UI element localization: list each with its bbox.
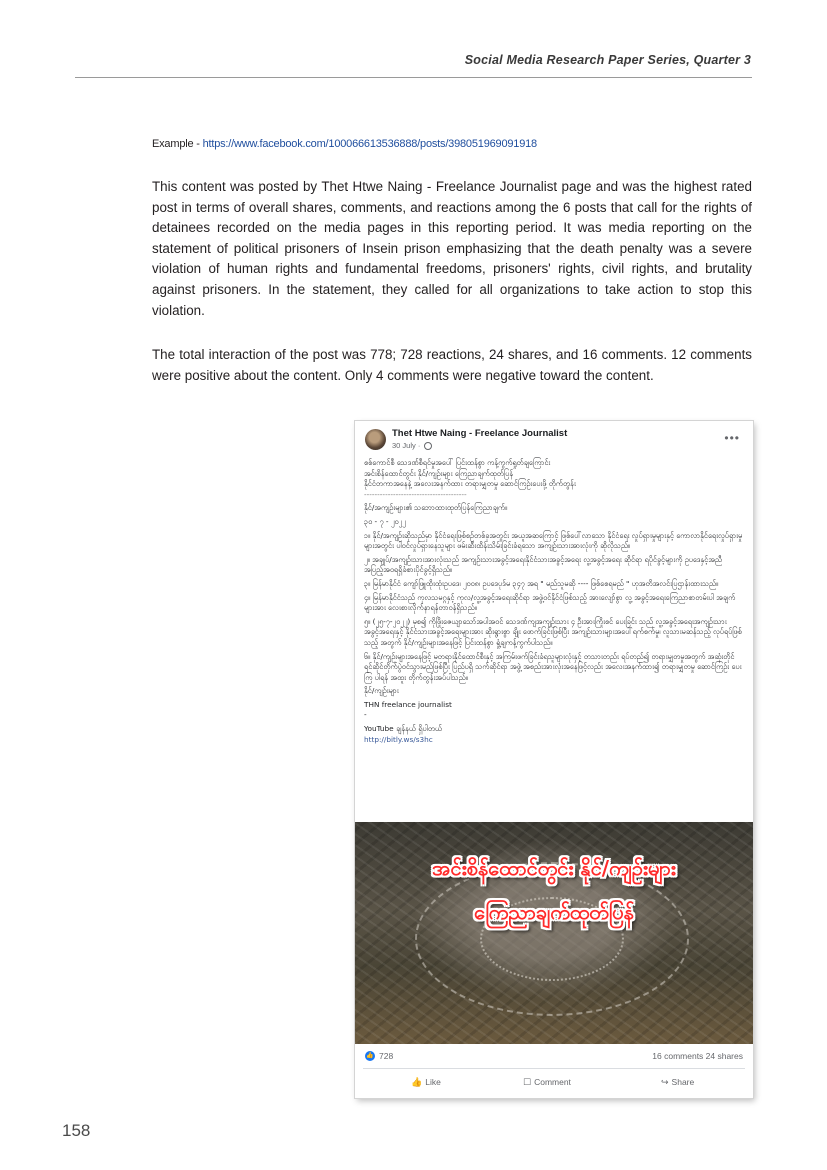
comments-shares-count[interactable]: 16 comments 24 shares [652,1051,743,1061]
post-line: ၃။ မြန်မာနိုင်ငံ ကျော်ဖြူထိုးထုံးဥပဒေ၊ ၂၀၀၈၊ ဥပဒေပုဒ်မ ၃၄၇ အရ " မည်သူမဆို ---- ဖြစ်စေရမည် " ဟုအတိအလင်းပြဌာန်းထားသည်။ [364,578,719,588]
reactions-bar [355,1048,753,1064]
example-line [152,138,537,150]
post-text [364,458,744,745]
post-line: ၁။ နိုင်/အကျဉ်းဆိုသည်မှာ နိုင်ငံရေးဖြစ်စဉ်တစ်ခုအတွင်း အယူအဆကြောင့် ဖြစ်ပေါ်လာသော နိုင်ငံရေး လှုပ်ရှားမှုများနှင့် ကောလာနိုင်ရေးလှုပ်ရှားမှုများအတွင်း ပါဝင်လှုပ်ရှားနေသူများ ဖမ်းဆီးထိန်းသိမ်းခြင်းခံရသော အကျဉ်းသားအားလုံးကို ဆိုလိုသည်။ [364,530,743,551]
post-line: စစ်ကောင်စီ သေဒဏ်စီရင်မှုအပေါ် ပြင်းထန်စွာ ကန့်ကွက်ရှုတ်ချကြောင်း [364,458,551,467]
post-line: နိုင်/ကျဉ်းများ [364,686,399,696]
header-rule [75,77,752,78]
example-label: Example - [152,138,203,150]
globe-icon [424,442,432,450]
share-label: Share [671,1077,695,1087]
share-icon: ↪ [661,1077,669,1087]
post-line: နိုင်/အကျဉ်းများ၏ သဘောထားထုတ်ပြန်ကြေညာချက်။ [364,503,508,513]
page-avatar[interactable] [365,429,386,450]
post-line: ၆။ နိုင်/ကျဉ်းများအနေဖြင့် မတရားနိုင်ထောင်စီးနှင့် အကြမ်းဖက်ခြင်းခံရသူများလုံးနှင့် တသားတည်း ရပ်တည်၍ တရားမျှတမှုအတွက် အဆုံးတိုင်ရင်ဆိုင်တိုက်ပွဲဝင်သွားမည်ဖြစ်ပြီး ပြည်ပရှိ သက်ဆိုင်ရာ အဖွဲ့ အစည်းအားလုံးအနေဖြင့်လည်း အလေးအနက်ထား၍ တရားမျှတမှု ဆောင်ကြဉ်း ပေးကြ ပါရန် အထူး တိုက်တွန်းအပ်ပါသည်။ [364,651,742,682]
thumbs-up-icon: 👍 [411,1077,423,1087]
post-link[interactable]: http://bitly.ws/s3hc [364,734,433,744]
like-button[interactable] [411,1077,441,1088]
post-page-name[interactable]: Thet Htwe Naing - Freelance Journalist [392,428,568,439]
body-paragraph-2: The total interaction of the post was 778; 728 reactions, 24 shares, and 16 comments. 12 comments were positive about the content. Only 4 comments were negative toward the content. [152,347,752,383]
reaction-count[interactable]: 728 [379,1051,394,1061]
example-link[interactable]: https://www.facebook.com/100066613536888/posts/398051969091918 [202,138,537,150]
like-reaction-icon: 👍 [366,1053,374,1059]
more-options-icon[interactable]: ••• [724,431,740,445]
facebook-post-screenshot [355,421,753,1098]
post-line: --------------------------------------- [364,489,467,499]
post-line: ၂။ အချုပ်/အကျဉ်းသားအားလုံးသည် အကျဉ်းသားအခွင့်အရေးနိုင်ငံသားအခွင့်အရေး လူ့အခွင့်အရေး ဆိုင်ရာ ရပိုင်ခွင့်များကို ဥပဒေနှင့်အညီ အပြည့်အဝရရှိခံစားပိုင်ခွင့်ရှိသည်။ [364,554,722,575]
post-image[interactable] [355,822,753,1044]
post-line: အင်းစိန်ထောင်တွင်း နိုင်/ကျဉ်းများ ကြေညာချက်ထုတ်ပြန် [364,468,514,478]
page-number: 158 [62,1121,91,1140]
post-line: ၄။ မြန်မာနိုင်ငံသည် ကုလသမဂ္ဂနှင့် ကုလ/လူ့အခွင့်အရေးဆိုင်ရာ အဖွဲ့ဝင်နိုင်ငံဖြစ်သည့် အားလျော်စွာ လူ့ အခွင့်အရေးကြေညာစာတမ်းပါ အချက်များအား လေးစားလိုက်နာရန်တာဝန်ရှိသည်။ [364,592,736,613]
body-paragraph-1: This content was posted by Thet Htwe Naing - Freelance Journalist page and was the highest rated post in terms of overall shares, comments, and reactions among the 6 posts that call for the rights of detainees recorded on the media pages in this reporting period. It was media reporting on the statement of political prisoners of Insein prison emphasizing that the death penalty was a severe violation of human rights and fundamental freedoms, prisoners' rights, civil rights, and brutality against prisoners. In the statement, they called for all organizations to take action to stop this violation. [152,179,752,318]
image-caption-1: အင်းစိန်ထောင်တွင်း နိုင်/ကျဉ်းများ [432,856,676,880]
post-line: - [364,710,367,720]
like-label: Like [425,1077,441,1087]
comment-label: Comment [534,1077,571,1087]
share-button[interactable] [661,1077,694,1088]
post-date: 30 July · [392,441,432,450]
post-line: ၅။ (၂၅-၇-၂၀၂၂) မှစ၍ ကိုဖြိုးဇေယျာသော်အပါအဝင် သေဒဏ်ကျအကျဉ်းသား ၄ ဦးအားကြိုးစင် ပေးခြင်း သည် လူ့အခွင့်အရေးအကျဉ်းသားအခွင့်အရေးနှင့် နိုင်ငံသားအခွင့်အရေးများအား ဆိုးရွားစွာ ချိုး ဖောက်ခြင်းဖြစ်ပြီး အကျဉ်းသားများအပေါ်ရက်စက်မှု၊ လူသားမဆန်သည့် လုပ်ရပ်ဖြစ်သည့် အတွက် နိုင်/ကျဉ်းများအနေဖြင့် ပြင်းထန်စွာ ရှုံ့ချကန့်ကွက်ပါသည်။ [364,616,742,647]
comment-icon: ☐ [523,1077,532,1087]
post-header [355,421,753,455]
post-date-text: 30 July [392,441,416,450]
post-line: THN freelance journalist [364,699,452,709]
running-head: Social Media Research Paper Series, Quarter 3 [464,53,751,67]
comment-button[interactable] [523,1077,571,1088]
image-caption-2: ကြေညာချက်ထုတ်ပြန် [474,900,634,924]
post-line: YouTube ချန်နယ် ရှိပါတယ် [364,724,443,734]
action-divider [363,1068,745,1069]
post-line: ၃၀ - ၇ - ၂၀၂၂ [364,516,406,526]
post-line: နိုင်ငံတကာအနေနဲ့ အလေးအနက်ထား တရားမျှတမှု ဆောင်ကြဉ်းပေးဖို့ တိုက်တွန်း [364,479,576,489]
